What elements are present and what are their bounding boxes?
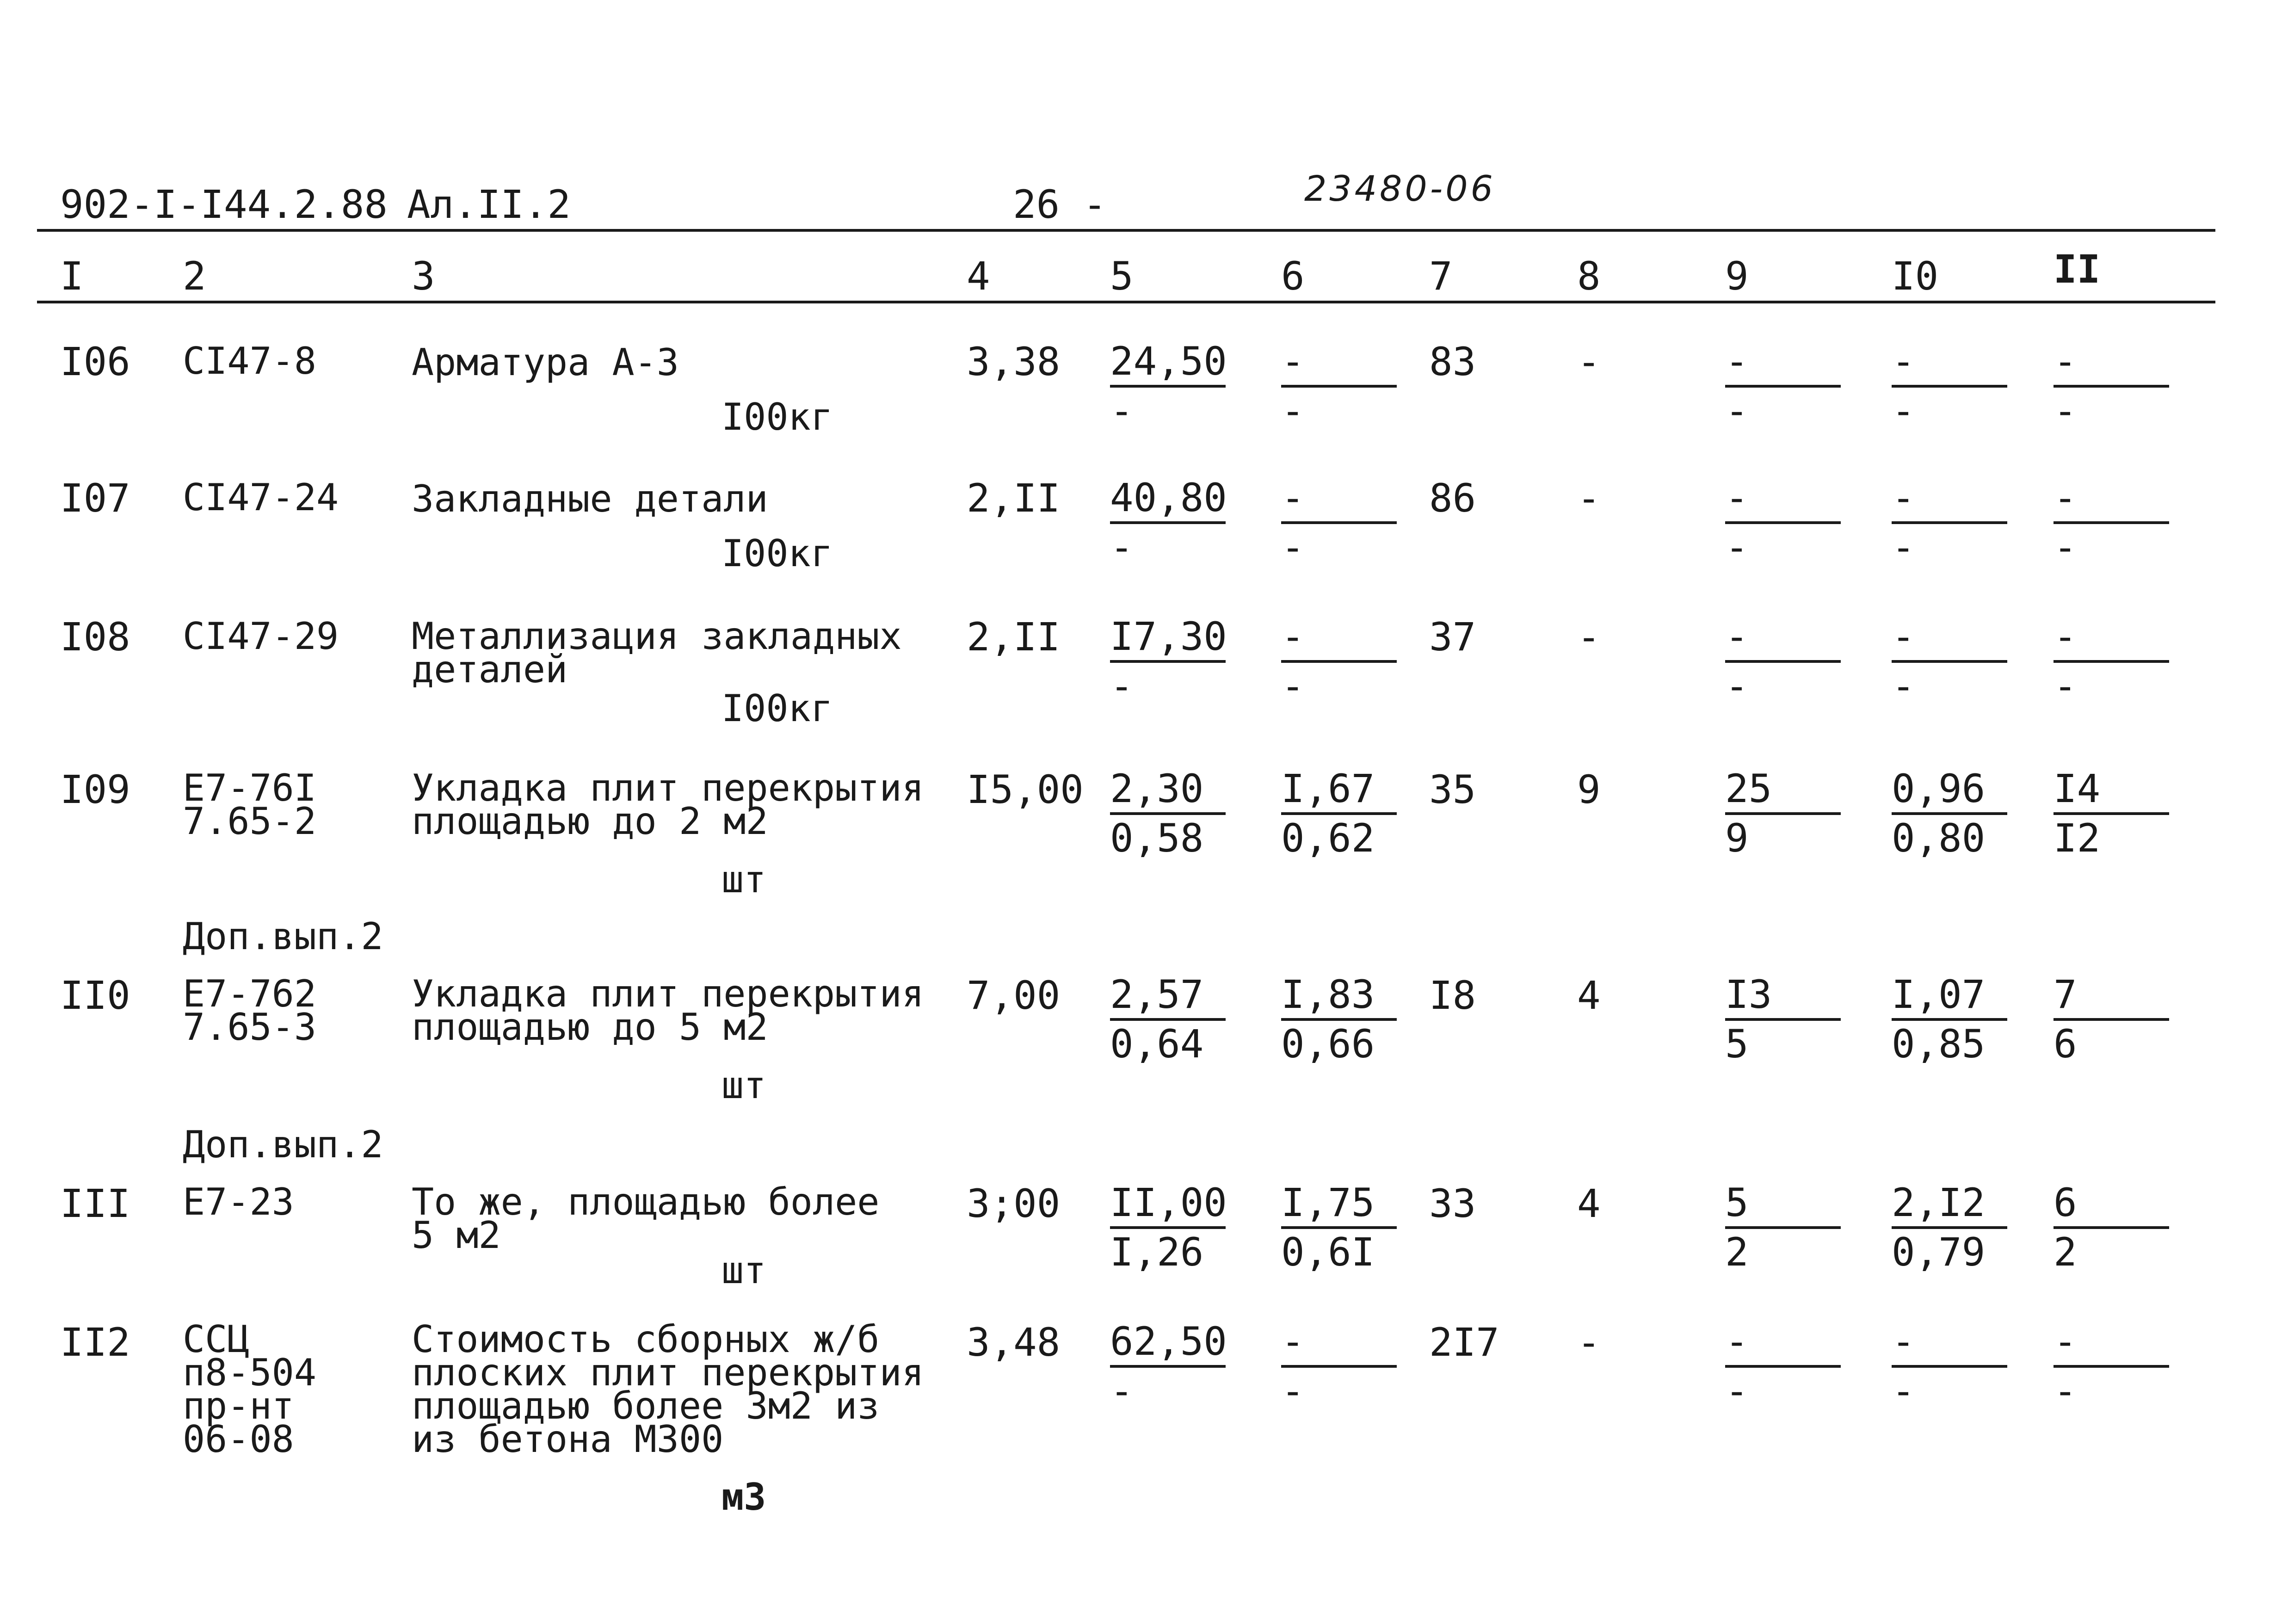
work-description: Закладные детали [412, 477, 768, 520]
column-5-denominator: - [1110, 663, 1134, 709]
column-9-denominator: 9 [1725, 815, 1749, 861]
header-top-rule [37, 229, 2215, 232]
column-9-denominator: - [1725, 1368, 1749, 1414]
column-5-numerator: 62,50 [1110, 1321, 1226, 1368]
column-9-value [1725, 477, 1841, 570]
column-7-value: 83 [1429, 339, 1476, 384]
column-11-numerator: - [2054, 616, 2169, 663]
column-7-value: I8 [1429, 973, 1476, 1018]
column-10-numerator: - [1892, 477, 2007, 524]
work-description: Укладка плит перекрытия площадью до 2 м2 [412, 766, 924, 843]
column-5-numerator: 24,50 [1110, 340, 1226, 388]
column-11-numerator: - [2054, 340, 2169, 388]
column-10-numerator: 0,96 [1892, 768, 2007, 815]
column-header-10: I0 [1892, 253, 1939, 299]
column-10-numerator: - [1892, 340, 2007, 388]
column-10-numerator: - [1892, 616, 2007, 663]
column-5-numerator: 2,30 [1110, 768, 1226, 815]
column-9-numerator: - [1725, 616, 1841, 663]
row-number: II2 [60, 1320, 130, 1365]
column-6-numerator: I,67 [1281, 768, 1397, 815]
stamp-number: 23480-06 [1304, 168, 1496, 209]
column-10-denominator: - [1892, 663, 1915, 709]
page-number: 26 - [1013, 182, 1107, 227]
column-10-value [1892, 1182, 2007, 1275]
column-9-value [1725, 1321, 1841, 1414]
column-5-denominator: - [1110, 388, 1134, 433]
unit-of-measure: шт [722, 858, 766, 901]
row-number: I08 [60, 614, 130, 660]
column-6-numerator: - [1281, 340, 1397, 388]
column-6-denominator: - [1281, 525, 1305, 570]
column-header-3: 3 [412, 253, 435, 299]
column-10-denominator: - [1892, 388, 1915, 433]
column-11-value [2054, 974, 2169, 1067]
column-11-numerator: 7 [2054, 974, 2169, 1021]
column-9-value [1725, 1182, 1841, 1275]
column-5-denominator: - [1110, 525, 1134, 570]
norm-code: CI47-29 [183, 615, 339, 658]
column-11-denominator: I2 [2054, 815, 2101, 861]
column-5-value [1110, 1321, 1226, 1414]
column-7-value: 35 [1429, 767, 1476, 812]
column-5-denominator: I,26 [1110, 1229, 1204, 1275]
column-header-6: 6 [1281, 253, 1305, 299]
column-6-value [1281, 616, 1397, 709]
column-6-numerator: I,75 [1281, 1182, 1397, 1229]
column-7-value: 86 [1429, 475, 1476, 521]
column-5-denominator: - [1110, 1368, 1134, 1414]
column-10-numerator: I,07 [1892, 974, 2007, 1021]
column-5-numerator: 40,80 [1110, 477, 1226, 524]
column-9-value [1725, 974, 1841, 1067]
work-description: Стоимость сборных ж/б плоских плит перекрытия площадью более 3м2 из из бетона М300 [412, 1318, 924, 1461]
column-5-value [1110, 974, 1226, 1067]
column-5-numerator: II,00 [1110, 1182, 1226, 1229]
work-description: То же, площадью более 5 м2 [412, 1180, 880, 1257]
supplement-label: Доп.вып.2 [183, 1123, 383, 1166]
column-9-value [1725, 616, 1841, 709]
column-header-2: 2 [183, 253, 206, 299]
album-number: Ал.II.2 [407, 182, 571, 227]
column-5-numerator: 2,57 [1110, 974, 1226, 1021]
column-11-denominator: - [2054, 388, 2077, 433]
column-11-numerator: - [2054, 1321, 2169, 1368]
column-9-denominator: 5 [1725, 1021, 1749, 1067]
column-5-denominator: 0,58 [1110, 815, 1204, 861]
column-10-value [1892, 340, 2007, 434]
norm-code: Е7-762 7.65-3 [183, 972, 316, 1049]
column-header-1: I [60, 253, 84, 299]
column-6-denominator: 0,66 [1281, 1021, 1375, 1067]
column-9-numerator: - [1725, 1321, 1841, 1368]
column-5-denominator: 0,64 [1110, 1021, 1204, 1067]
column-11-numerator: 6 [2054, 1182, 2169, 1229]
column-10-value [1892, 768, 2007, 861]
column-header-7: 7 [1429, 253, 1453, 299]
column-6-value [1281, 1182, 1397, 1275]
column-10-denominator: - [1892, 525, 1915, 570]
column-6-numerator: I,83 [1281, 974, 1397, 1021]
norm-code: ССЦ п8-504 пр-нт 06-08 [183, 1318, 316, 1461]
column-9-numerator: 5 [1725, 1182, 1841, 1229]
column-header-9: 9 [1725, 253, 1749, 299]
column-7-value: 33 [1429, 1181, 1476, 1226]
column-11-value [2054, 340, 2169, 434]
column-6-denominator: 0,6I [1281, 1229, 1375, 1275]
unit-of-measure: I00кг [722, 687, 833, 730]
column-6-denominator: - [1281, 388, 1305, 433]
column-8-value: 4 [1577, 1181, 1601, 1226]
quantity: 7,00 [967, 973, 1061, 1018]
column-9-denominator: - [1725, 663, 1749, 709]
column-11-denominator: 2 [2054, 1229, 2077, 1275]
document-code: 902-I-I44.2.88 [60, 182, 388, 227]
column-11-value [2054, 1182, 2169, 1275]
column-5-numerator: I7,30 [1110, 616, 1226, 663]
column-9-value [1725, 768, 1841, 861]
column-9-denominator: - [1725, 525, 1749, 570]
norm-code: CI47-8 [183, 340, 316, 383]
column-6-denominator: 0,62 [1281, 815, 1375, 861]
column-11-numerator: I4 [2054, 768, 2169, 815]
supplement-label: Доп.вып.2 [183, 915, 383, 958]
column-11-denominator: - [2054, 1368, 2077, 1414]
norm-code: Е7-76I 7.65-2 [183, 766, 316, 843]
column-9-numerator: - [1725, 477, 1841, 524]
row-number: I09 [60, 767, 130, 812]
column-11-value [2054, 477, 2169, 570]
column-6-value [1281, 974, 1397, 1067]
column-8-value: - [1577, 614, 1601, 660]
column-header-4: 4 [967, 253, 990, 299]
row-number: III [60, 1181, 130, 1226]
column-5-value [1110, 477, 1226, 570]
column-5-value [1110, 616, 1226, 709]
column-11-denominator: - [2054, 663, 2077, 709]
quantity: 3;00 [967, 1181, 1061, 1226]
unit-of-measure: шт [722, 1064, 766, 1107]
norm-code: Е7-23 [183, 1180, 294, 1223]
unit-of-measure: шт [722, 1249, 766, 1292]
column-9-numerator: I3 [1725, 974, 1841, 1021]
column-10-denominator: 0,79 [1892, 1229, 1986, 1275]
column-6-denominator: - [1281, 663, 1305, 709]
column-5-value [1110, 768, 1226, 861]
norm-code: CI47-24 [183, 476, 339, 519]
column-10-denominator: - [1892, 1368, 1915, 1414]
quantity: 2,II [967, 614, 1061, 660]
column-6-value [1281, 340, 1397, 434]
work-description: Укладка плит перекрытия площадью до 5 м2 [412, 972, 924, 1049]
unit-of-measure: м3 [722, 1476, 766, 1519]
column-11-denominator: - [2054, 525, 2077, 570]
column-8-value: 4 [1577, 973, 1601, 1018]
column-5-value [1110, 1182, 1226, 1275]
column-9-denominator: - [1725, 388, 1749, 433]
column-11-denominator: 6 [2054, 1021, 2077, 1067]
work-description: Арматура А-3 [412, 341, 679, 384]
column-11-numerator: - [2054, 477, 2169, 524]
column-6-value [1281, 768, 1397, 861]
quantity: 2,II [967, 475, 1061, 521]
column-10-numerator: 2,I2 [1892, 1182, 2007, 1229]
column-6-numerator: - [1281, 616, 1397, 663]
unit-of-measure: I00кг [722, 395, 833, 438]
row-number: I07 [60, 475, 130, 521]
column-6-value [1281, 1321, 1397, 1414]
column-8-value: - [1577, 339, 1601, 384]
column-7-value: 37 [1429, 614, 1476, 660]
column-6-numerator: - [1281, 477, 1397, 524]
column-11-value [2054, 1321, 2169, 1414]
column-9-value [1725, 340, 1841, 434]
column-10-value [1892, 1321, 2007, 1414]
quantity: I5,00 [967, 767, 1084, 812]
row-number: II0 [60, 973, 130, 1018]
column-header-8: 8 [1577, 253, 1601, 299]
column-9-numerator: - [1725, 340, 1841, 388]
column-header-5: 5 [1110, 253, 1134, 299]
column-9-denominator: 2 [1725, 1229, 1749, 1275]
column-7-value: 2I7 [1429, 1320, 1499, 1365]
row-number: I06 [60, 339, 130, 384]
column-6-denominator: - [1281, 1368, 1305, 1414]
column-5-value [1110, 340, 1226, 434]
column-10-value [1892, 974, 2007, 1067]
column-11-value [2054, 768, 2169, 861]
unit-of-measure: I00кг [722, 532, 833, 575]
column-6-numerator: - [1281, 1321, 1397, 1368]
quantity: 3,48 [967, 1320, 1061, 1365]
column-11-value [2054, 616, 2169, 709]
column-10-denominator: 0,85 [1892, 1021, 1986, 1067]
column-8-value: 9 [1577, 767, 1601, 812]
column-6-value [1281, 477, 1397, 570]
quantity: 3,38 [967, 339, 1061, 384]
column-9-numerator: 25 [1725, 768, 1841, 815]
column-10-numerator: - [1892, 1321, 2007, 1368]
column-8-value: - [1577, 1320, 1601, 1365]
column-10-denominator: 0,80 [1892, 815, 1986, 861]
header-bottom-rule [37, 301, 2215, 303]
column-10-value [1892, 477, 2007, 570]
work-description: Металлизация закладных деталей [412, 615, 902, 691]
column-8-value: - [1577, 475, 1601, 521]
column-10-value [1892, 616, 2007, 709]
column-header-11: II [2054, 247, 2101, 292]
